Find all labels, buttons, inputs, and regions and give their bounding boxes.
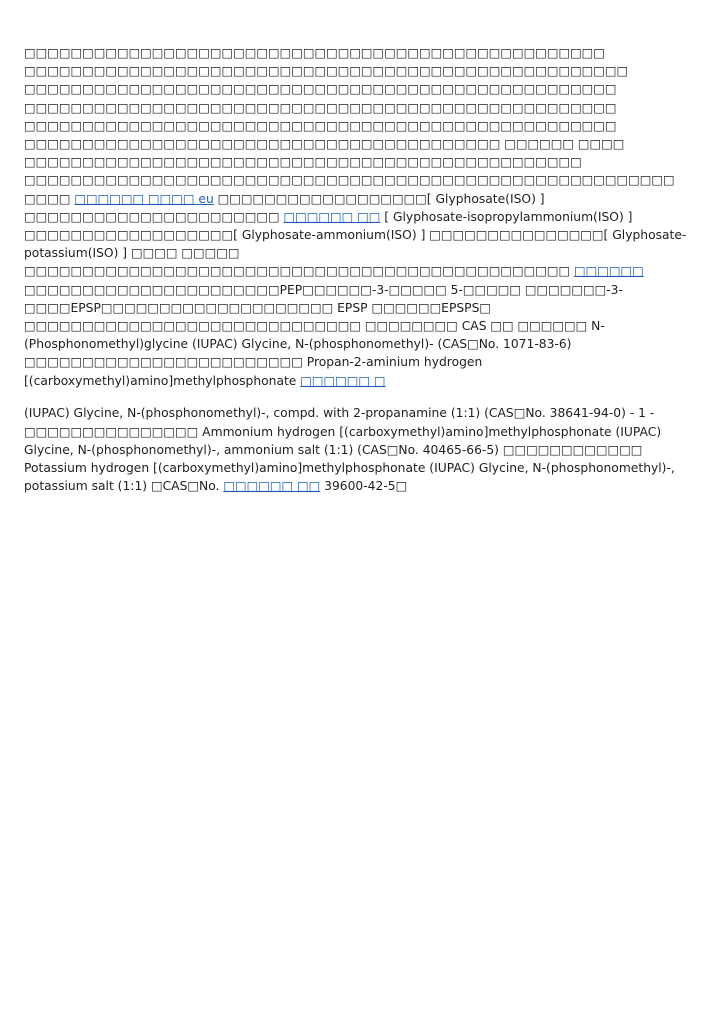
text-run: 39600-42-5□ — [320, 479, 408, 494]
text-link[interactable]: □□□□□□ — [573, 264, 644, 279]
text-run: □□□□□□□□□□□□□□□□□□□□□□PEP□□□□□□-3-□□□□□ 5-□□□□□ □□□□□□□-3-□□□□EPSP□□□□□□□□□□□□□□□□□□□□ EPSP □□□□□□EPSPS□ □□□□□□□□□□□□□□□□□□□□□□□□□□□□□ □□□□□□□□ CAS □□ □□□□□□ N-(Phosphonomethyl)glycine (IUPAC) Glycine, N-(phosphonomethyl)- (CAS□No. 1071-83-6) □□□□□□□□□□□□□□□□□□□□□□□□ Propan-2-aminium hydrogen [(carboxymethyl)amino]methylphosphonate — [24, 264, 648, 388]
paragraph-1 — [24, 44, 696, 390]
text-run: [ Glyphosate-isopropylammonium(ISO) ] □□□□□□□□□□□□□□□□□□[ Glyphosate-ammonium(ISO) ] □□□□□□□□□□□□□□□[ Glyphosate-potassium(ISO) ] □□□□ □□□□□ □□□□□□□□□□□□□□□□□□□□□□□□□□□□□□□□□□□□□□□□□□□□□□□ — [24, 209, 687, 279]
text-link[interactable]: □□□□□□ □□ — [223, 479, 321, 494]
text-link[interactable]: □□□□□□ □□ — [283, 209, 381, 224]
document-body — [24, 44, 696, 495]
text-run: □□□□□□□□□□□□□□□□□□□□□□□□□□□□□□□□□□□□□□□□□□□□□□□□□□ □□□□□□□□□□□□□□□□□□□□□□□□□□□□□□□□□□□□□□□□□□□□□□□□□□□□ □□□□□□□□□□□□□□□□□□□□□□□□□□□□□□□□□□□□□□□□□□□□□□□□□□□ □□□□□□□□□□□□□□□□□□□□□□□□□□□□□□□□□□□□□□□□□□□□□□□□□□□ □□□□□□□□□□□□□□□□□□□□□□□□□□□□□□□□□□□□□□□□□□□□□□□□□□□ □□□□□□□□□□□□□□□□□□□□□□□□□□□□□□□□□□□□□□□□□ □□□□□□ □□□□ □□□□□□□□□□□□□□□□□□□□□□□□□□□□□□□□□□□□□□□□□□□□□□□□ □□□□□□□□□□□□□□□□□□□□□□□□□□□□□□□□□□□□□□□□□□□□□□□□□□□□□□□□ □□□□ — [24, 46, 679, 206]
paragraph-2 — [24, 404, 696, 495]
text-link[interactable]: □□□□□□ □□□□ eu — [74, 191, 214, 206]
text-run: □□□□□□□□□□□□□□□□□□[ Glyphosate(ISO) ] □□□□□□□□□□□□□□□□□□□□□□ — [24, 191, 549, 224]
text-run: (IUPAC) Glycine, N-(phosphonomethyl)-, compd. with 2-propanamine (1:1) (CAS□No. 38641-94-0) - 1 - □□□□□□□□□□□□□□□ Ammonium hydrogen [(carboxymethyl)amino]methylphosphonate (IUPAC) Glycine, N-(phosphonomethyl)-, ammonium salt (1:1) (CAS□No. 40465-66-5) □□□□□□□□□□□□ Potassium hydrogen [(carboxymethyl)amino]methylphosphonate (IUPAC) Glycine, N-(phosphonomethyl)-, potassium salt (1:1) □CAS□No. — [24, 406, 679, 494]
text-link[interactable]: □□□□□□ □ — [300, 373, 386, 388]
